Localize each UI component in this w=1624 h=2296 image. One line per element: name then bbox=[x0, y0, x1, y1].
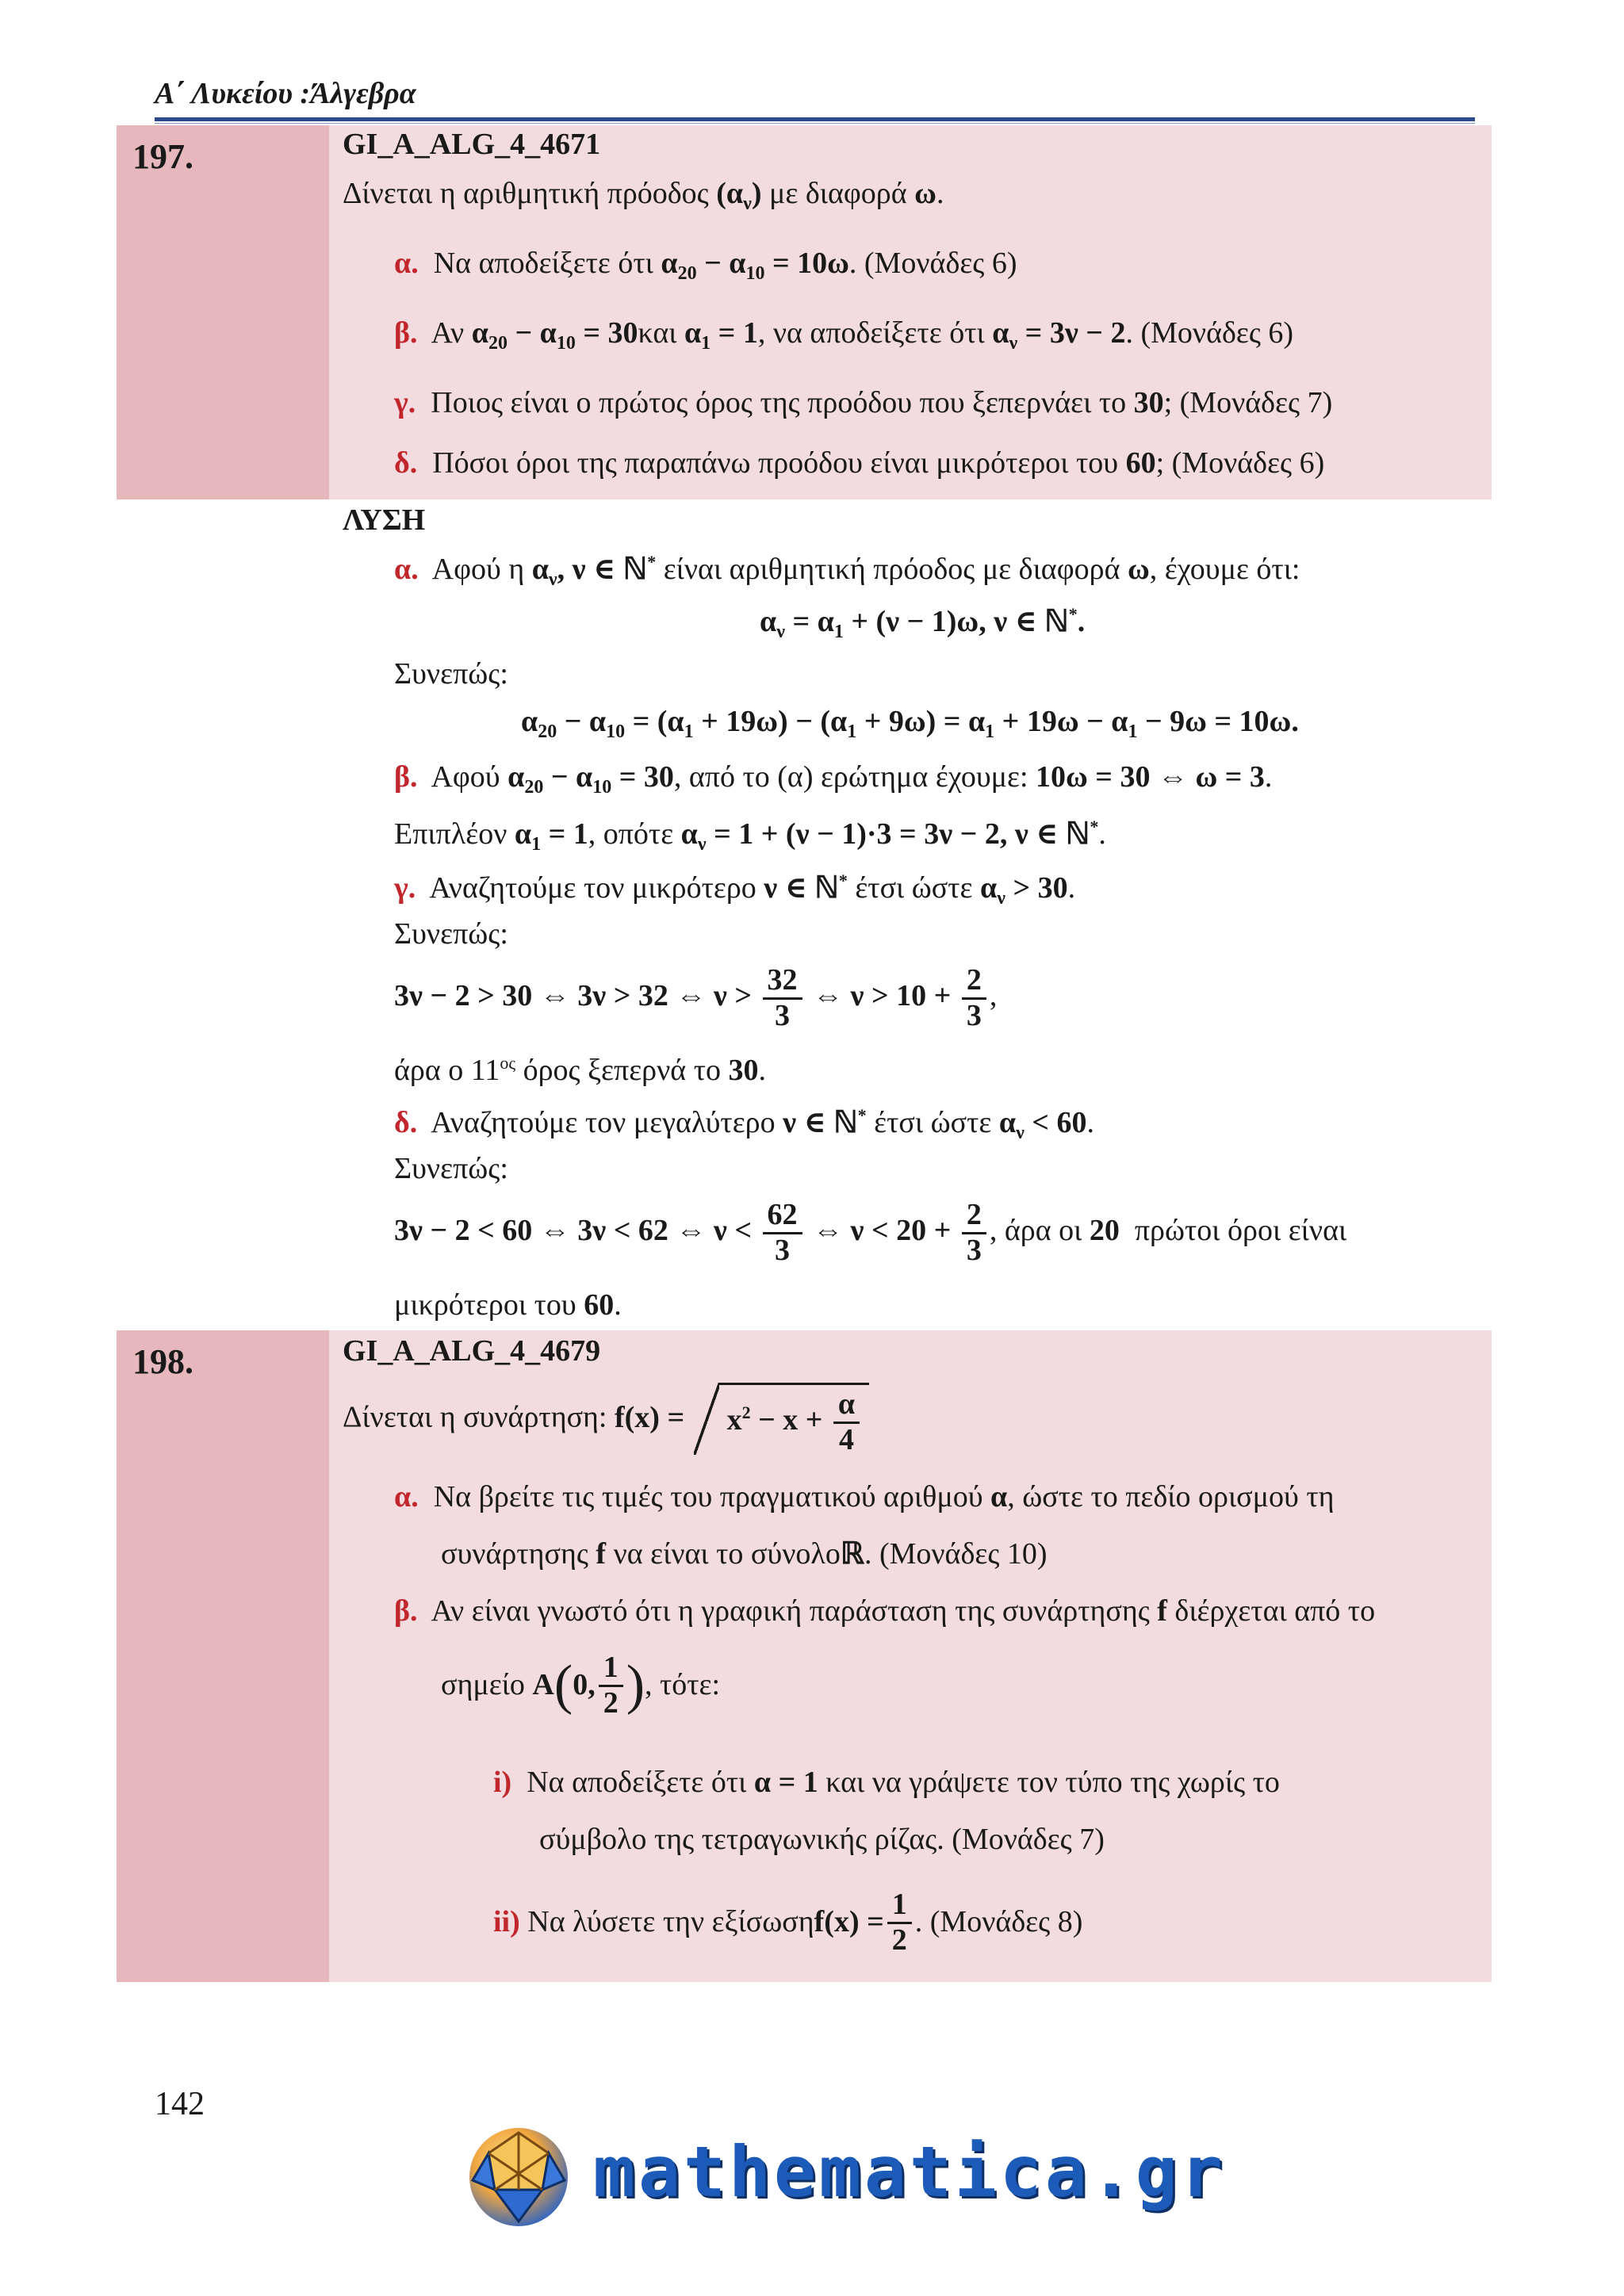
solution-b-line2: Επιπλέον $\alpha_1 = 1$, οπότε $\alpha_\nu = 1 + (\nu - 1)\cdot 3 = 3\nu - 2$, ν ∈ ℕ*. bbox=[394, 817, 1106, 855]
solution-d-line1: δ. Αναζητούμε τον μεγαλύτερο ν ∈ ℕ* έτσι ώστε $\alpha_\nu < 60$. bbox=[394, 1105, 1094, 1143]
solution-a-line1: α. Αφού η $\alpha_\nu$, ν ∈ ℕ* είναι αριθμητική πρόοδος με διαφορά ω, έχουμε ότι: bbox=[394, 552, 1300, 590]
problem-code: GI_A_ALG_4_4679 bbox=[343, 1334, 601, 1368]
solution-therefore-1: Συνεπώς: bbox=[394, 657, 508, 691]
solution-d-conclusion: μικρότεροι του 60. bbox=[394, 1288, 622, 1322]
solution-heading: ΛΥΣΗ bbox=[343, 503, 426, 537]
question-b-i: i) Να αποδείξετε ότι α = 1 και να γράψετε τον τύπο της χωρίς το bbox=[493, 1766, 1280, 1799]
solution-a-formula: $\alpha_\nu = \alpha_1 + (\nu - 1)\omega$, ν ∈ ℕ*. bbox=[760, 604, 1086, 642]
brand-logo-text: mathematica.gr bbox=[593, 2131, 1226, 2213]
question-b-ii: ii) Να λύσετε την εξίσωση f(x) = $\frac{1}{2}$ . (Μονάδες 8) bbox=[493, 1887, 1083, 1957]
header-rule bbox=[155, 117, 1475, 121]
solution-therefore-2: Συνεπώς: bbox=[394, 917, 508, 951]
polyhedron-logo-icon bbox=[466, 2125, 571, 2229]
page-number: 142 bbox=[155, 2086, 205, 2122]
question-d: δ. Πόσοι όροι της παραπάνω προόδου είναι μικρότεροι του 60; (Μονάδες 6) bbox=[394, 446, 1325, 480]
question-b-cont: σημείο A ( 0, $\frac{1}{2}$ ) , τότε: bbox=[441, 1650, 721, 1720]
question-b: β. Αν είναι γνωστό ότι η γραφική παράσταση της συνάρτησης f διέρχεται από το bbox=[394, 1594, 1376, 1628]
page-header-title: Α΄ Λυκείου :Άλγεβρα bbox=[155, 77, 416, 110]
problem-intro: Δίνεται η συνάρτηση: $f(x) = x^2 - x$ + $\frac{\alpha}{4}$ bbox=[343, 1383, 869, 1457]
question-a: α. Να αποδείξετε ότι $\alpha_{20} - \alpha_{10} = 10\omega$. (Μονάδες 6) bbox=[394, 247, 1017, 284]
solution-b-line1: β. Αφού $\alpha_{20} - \alpha_{10} = 30$, από το (α) ερώτημα έχουμε: 10ω = 30 ⇔ ω = 3. bbox=[394, 760, 1273, 798]
problem-number-cell bbox=[117, 125, 329, 499]
question-c: γ. Ποιος είναι ο πρώτος όρος της προόδου που ξεπερνάει το 30; (Μονάδες 7) bbox=[394, 386, 1333, 419]
solution-a-derivation: $\alpha_{20} - \alpha_{10} = (\alpha_1 + 19\omega) - (\alpha_1 + 9\omega) = \alpha_1 + 19\omega - \alpha_1 - 9\omega = 10\omega$. bbox=[521, 705, 1299, 742]
problem-number: 197. bbox=[132, 137, 193, 176]
solution-c-line1: γ. Αναζητούμε τον μικρότερο ν ∈ ℕ* έτσι ώστε $\alpha_\nu > 30$. bbox=[394, 871, 1076, 909]
question-a-cont: συνάρτησης f να είναι το σύνολοℝ. (Μονάδες 10) bbox=[441, 1537, 1048, 1571]
solution-c-conclusion: άρα ο $11^{o\varsigma}$ όρος ξεπερνά το 30. bbox=[394, 1053, 766, 1087]
question-b-i-cont: σύμβολο της τετραγωνικής ρίζας. (Μονάδες 7) bbox=[539, 1823, 1105, 1856]
question-b: β. Αν $\alpha_{20} - \alpha_{10} = 30\kappa\alpha\iota$ $\alpha_1 = 1$, να αποδείξετε ότι $\alpha_\nu = 3\nu - 2$. (Μονάδες 6) bbox=[394, 316, 1294, 354]
problem-number: 198. bbox=[132, 1342, 193, 1381]
problem-number-cell bbox=[117, 1330, 329, 1982]
problem-code: GI_A_ALG_4_4671 bbox=[343, 128, 601, 161]
header-rule-thin bbox=[155, 123, 1475, 124]
solution-d-inequality: 3ν − 2 < 60 ⇔ 3ν < 62 ⇔ ν < $\frac{62}{3}$ ⇔ ν < 20 + $\frac{2}{3}$ , άρα οι 20 πρώτοι όροι είναι bbox=[394, 1198, 1347, 1267]
solution-c-inequality: 3ν − 2 > 30 ⇔ 3ν > 32 ⇔ ν > $\frac{32}{3}$ ⇔ ν > 10 + $\frac{2}{3}$ , bbox=[394, 963, 998, 1032]
problem-intro: Δίνεται η αριθμητική πρόοδος $(\alpha_\nu)$ με διαφορά ω. bbox=[343, 177, 944, 214]
question-a: α. Να βρείτε τις τιμές του πραγματικού αριθμού α, ώστε το πεδίο ορισμού τη bbox=[394, 1480, 1335, 1513]
solution-therefore-3: Συνεπώς: bbox=[394, 1152, 508, 1185]
